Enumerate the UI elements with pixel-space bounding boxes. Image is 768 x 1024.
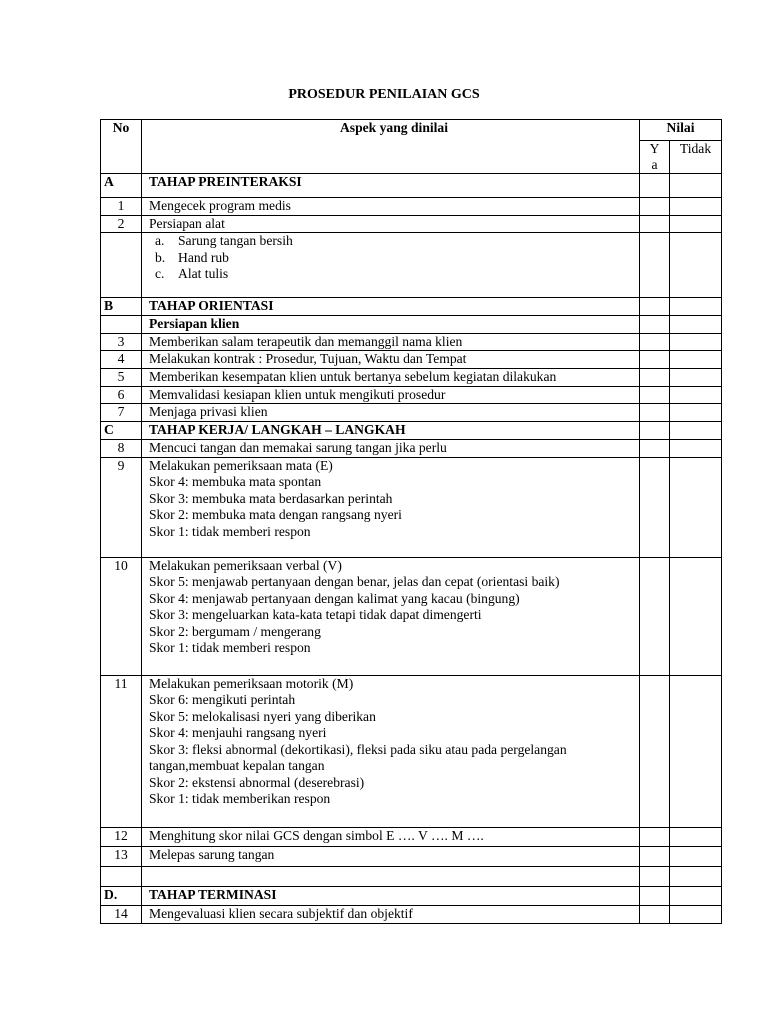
tidak-cell <box>670 886 722 905</box>
row-aspek: Memberikan salam terapeutik dan memanggil nama klien <box>142 333 640 351</box>
tidak-cell <box>670 174 722 198</box>
row-line: Melakukan pemeriksaan mata (E) <box>149 457 333 473</box>
tidak-cell <box>670 351 722 369</box>
ya-cell <box>640 827 670 846</box>
row-aspek: Persiapan alat <box>142 215 640 233</box>
table-row <box>101 905 722 923</box>
table-row <box>101 439 722 457</box>
tidak-cell <box>670 298 722 316</box>
ya-cell <box>640 316 670 334</box>
header-nilai: Nilai <box>640 120 722 141</box>
section-title: TAHAP PREINTERAKSI <box>142 174 640 198</box>
section-row-d <box>101 886 722 905</box>
row-aspek: Memvalidasi kesiapan klien untuk mengikuti prosedur <box>142 386 640 404</box>
row-line: tangan,membuat kepalan tangan <box>149 758 325 773</box>
tidak-cell <box>670 421 722 439</box>
row-number: 7 <box>101 404 142 422</box>
row-line: Skor 1: tidak memberikan respon <box>149 791 331 806</box>
header-no: No <box>101 120 142 174</box>
header-ya-line1: Y <box>649 141 660 156</box>
ya-cell <box>640 333 670 351</box>
section-title: TAHAP TERMINASI <box>142 886 640 905</box>
row-line: Skor 2: membuka mata dengan rangsang nyeri <box>149 507 402 522</box>
section-letter: C <box>101 421 142 439</box>
row-number: 11 <box>101 675 142 827</box>
section-letter: A <box>101 174 142 198</box>
row-aspek: Melepas sarung tangan <box>142 846 640 866</box>
tidak-cell <box>670 675 722 827</box>
row-line: Skor 5: melokalisasi nyeri yang diberikan <box>149 708 376 724</box>
row-number: 13 <box>101 846 142 866</box>
row-aspek: Mengecek program medis <box>142 198 640 216</box>
section-row-c <box>101 421 722 439</box>
row-line: Skor 1: tidak memberi respon <box>149 523 311 539</box>
section-row-b <box>101 298 722 316</box>
ya-cell <box>640 866 670 886</box>
ya-cell <box>640 846 670 866</box>
tidak-cell <box>670 866 722 886</box>
table-header-row <box>101 120 722 141</box>
table-row <box>101 369 722 387</box>
header-tidak: Tidak <box>670 141 722 174</box>
ya-cell <box>640 886 670 905</box>
row-number: 9 <box>101 457 142 557</box>
ya-cell <box>640 386 670 404</box>
ya-cell <box>640 421 670 439</box>
tidak-cell <box>670 846 722 866</box>
row-line: Skor 4: membuka mata spontan <box>149 474 322 489</box>
row-line: Skor 3: fleksi abnormal (dekortikasi), fleksi pada siku atau pada pergelangan <box>149 741 567 757</box>
row-line: Melakukan pemeriksaan verbal (V) <box>149 557 342 573</box>
table-row <box>101 846 722 866</box>
tidak-cell <box>670 404 722 422</box>
assessment-table <box>100 119 722 924</box>
row-line: Melakukan pemeriksaan motorik (M) <box>149 675 354 691</box>
section-row-a <box>101 174 722 198</box>
table-row <box>101 386 722 404</box>
tidak-cell <box>670 198 722 216</box>
list-item: b. Hand rub <box>155 249 229 265</box>
ya-cell <box>640 298 670 316</box>
row-line: Skor 6: mengikuti perintah <box>149 692 296 707</box>
row-number <box>101 866 142 886</box>
row-line: Skor 2: ekstensi abnormal (deserebrasi) <box>149 774 365 790</box>
ya-cell <box>640 351 670 369</box>
row-line: Skor 4: menjawab pertanyaan dengan kalimat yang kacau (bingung) <box>149 590 520 606</box>
row-aspek <box>142 866 640 886</box>
ya-cell <box>640 369 670 387</box>
row-line: Skor 3: mengeluarkan kata-kata tetapi tidak dapat dimengerti <box>149 607 482 622</box>
tidak-cell <box>670 386 722 404</box>
tidak-cell <box>670 827 722 846</box>
tidak-cell <box>670 215 722 233</box>
alat-list <box>142 233 640 298</box>
row-number: 12 <box>101 827 142 846</box>
table-row <box>101 557 722 675</box>
table-row <box>101 316 722 334</box>
table-row <box>101 215 722 233</box>
ya-cell <box>640 905 670 923</box>
header-aspek: Aspek yang dinilai <box>142 120 640 174</box>
row-number: 14 <box>101 905 142 923</box>
row-line: Skor 1: tidak memberi respon <box>149 640 311 655</box>
tidak-cell <box>670 333 722 351</box>
row-line: Skor 5: menjawab pertanyaan dengan benar, jelas dan cepat (orientasi baik) <box>149 574 560 589</box>
table-row-alat-list <box>101 233 722 298</box>
tidak-cell <box>670 557 722 675</box>
row-aspek: Menghitung skor nilai GCS dengan simbol E …. V …. M …. <box>142 827 640 846</box>
persiapan-klien-label: Persiapan klien <box>142 316 640 334</box>
row-number: 4 <box>101 351 142 369</box>
ya-cell <box>640 404 670 422</box>
row-aspek: Mengevaluasi klien secara subjektif dan objektif <box>142 905 640 923</box>
tidak-cell <box>670 369 722 387</box>
row-line: Skor 4: menjauhi rangsang nyeri <box>149 725 327 740</box>
header-ya-line2: a <box>651 157 658 172</box>
ya-cell <box>640 198 670 216</box>
row-number: 3 <box>101 333 142 351</box>
page-title: PROSEDUR PENILAIAN GCS <box>288 87 480 102</box>
row-number: 1 <box>101 198 142 216</box>
ya-cell <box>640 174 670 198</box>
list-item: c. Alat tulis <box>155 266 229 281</box>
row-number: 8 <box>101 439 142 457</box>
row-number: 2 <box>101 215 142 233</box>
table-row <box>101 675 722 827</box>
tidak-cell <box>670 457 722 557</box>
row-aspek: Memberikan kesempatan klien untuk bertanya sebelum kegiatan dilakukan <box>142 369 640 387</box>
row-aspek-multiline <box>142 557 640 675</box>
ya-cell <box>640 557 670 675</box>
row-aspek: Menjaga privasi klien <box>142 404 640 422</box>
ya-cell <box>640 233 670 298</box>
row-aspek-multiline <box>142 457 640 557</box>
section-title: TAHAP KERJA/ LANGKAH – LANGKAH <box>142 421 640 439</box>
table-row <box>101 351 722 369</box>
row-aspek: Mencuci tangan dan memakai sarung tangan jika perlu <box>142 439 640 457</box>
ya-cell <box>640 439 670 457</box>
table-row <box>101 827 722 846</box>
ya-cell <box>640 457 670 557</box>
section-letter: B <box>101 298 142 316</box>
row-number: 6 <box>101 386 142 404</box>
table-row <box>101 404 722 422</box>
row-number <box>101 316 142 334</box>
section-title: TAHAP ORIENTASI <box>142 298 640 316</box>
row-aspek: Melakukan kontrak : Prosedur, Tujuan, Waktu dan Tempat <box>142 351 640 369</box>
table-row <box>101 333 722 351</box>
tidak-cell <box>670 905 722 923</box>
row-line: Skor 2: bergumam / mengerang <box>149 623 321 639</box>
table-row <box>101 457 722 557</box>
row-aspek-multiline <box>142 675 640 827</box>
tidak-cell <box>670 439 722 457</box>
tidak-cell <box>670 316 722 334</box>
table-row <box>101 198 722 216</box>
row-number: 5 <box>101 369 142 387</box>
row-line: Skor 3: membuka mata berdasarkan perintah <box>149 490 393 506</box>
header-ya <box>640 141 670 174</box>
ya-cell <box>640 675 670 827</box>
tidak-cell <box>670 233 722 298</box>
ya-cell <box>640 215 670 233</box>
table-row-empty <box>101 866 722 886</box>
section-letter: D. <box>101 886 142 905</box>
row-number: 10 <box>101 557 142 675</box>
row-number <box>101 233 142 298</box>
list-item: a. Sarung tangan bersih <box>155 233 293 248</box>
